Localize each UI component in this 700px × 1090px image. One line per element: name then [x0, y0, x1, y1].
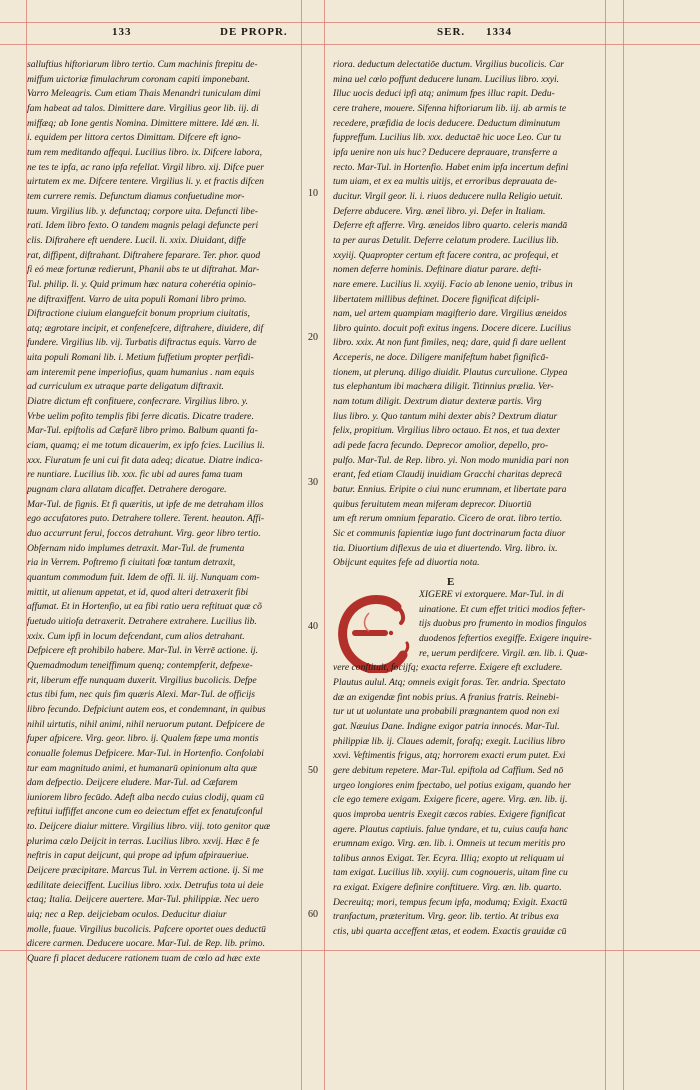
- text-line: ad curriculum ex utraque parte deligatum diftraxit.: [27, 381, 224, 393]
- text-line: quibus feruitutem mean miferam deprecor. Diuortiū: [333, 498, 532, 510]
- text-line: libro. xxix. At non funt fimiles, neq; dare, quid fi dare uellent: [333, 337, 566, 349]
- text-line: fam habeat ad talos. Dimittere dare. Virgilius geor lib. iij. di: [27, 102, 259, 114]
- text-line: Varro Meleagris. Cum etiam Thais Menandri tuniculam dimi: [27, 88, 261, 100]
- text-line: Diftractione ciuium elanguefcit bonum proprium ciuitatis,: [27, 308, 250, 320]
- text-line: cere trahere, mouere. Sifenna hiftoriarum lib. iij. ab armis te: [333, 102, 567, 114]
- text-line: erant, fed etiam Claudij inuidiam Gracchi charitas deprecā: [333, 469, 562, 481]
- text-line: miffæq; ab Ione gentis Nomina. Dimittere mittere. Idé æn. li.: [27, 117, 260, 129]
- text-line: tuum. Virgilius lib. y. defunctaq; corpore uita. Defuncti libe-: [27, 205, 258, 217]
- text-line: to. Deijcere diaiur mittere. Virgilius libro. viij. toto genitor quæ: [27, 821, 271, 833]
- text-line: tum rem meditando affequi. Lucilius libro. ix. Difcere labora,: [27, 146, 263, 158]
- text-line: miffum uictoriæ fimulachrum coronam capiti imponebant.: [27, 73, 250, 85]
- text-line: dæ an exigendæ fint nobis prius. A franius fratris. Reinebi-: [333, 691, 559, 703]
- text-line: conualle folemus Defpicere. Mar-Tul. in Hortenfio. Confolabi: [27, 747, 264, 759]
- text-line: Illuc uocis deduci ipfi atq; animum fpes illuc rapit. Dedu-: [333, 88, 555, 100]
- text-line: duodenos feftertios exegiffe. Exigere inquire-: [419, 632, 592, 644]
- text-line: nam totum diligit. Dextrum diatur dexteræ partis. Virg: [333, 396, 542, 408]
- text-line: rit, liberum effe nunquam duxerit. Virgilius bucolicis. Defpe: [27, 674, 257, 686]
- text-line: urgeo longiores enim fpectabo, uel potius exigam, quando her: [333, 779, 572, 791]
- text-line: adi pede facra fecundo. Deprecor amolior, depello, pro-: [333, 440, 549, 452]
- text-line: tem currere remis. Defunctum diamus confuetudine mor-: [27, 190, 245, 202]
- text-line: Obijcunt equites fefe ad diuortia nota.: [333, 557, 480, 569]
- text-line: libro quinto. docuit poft exitus ingens. Docere dicere. Lucilius: [333, 322, 571, 334]
- text-line: Acceperis, ne doce. Diligere manifeftum habet fignificā-: [333, 352, 549, 364]
- text-line: Deferre eft afferre. Virg. æneidos libro quarto. celeris mandā: [333, 220, 568, 232]
- section-letter: E: [447, 576, 455, 588]
- text-line: fuper afpicere. Virg. geor. libro. ij. Qualem fæpe uma montis: [27, 733, 259, 745]
- right-column-e-section: [333, 588, 603, 940]
- column-rule-right: [324, 0, 325, 1090]
- text-line: xxix. Cum ipfi in locum defcendant, cum alios detrahant.: [27, 630, 245, 642]
- text-line: gat. Næuius Dane. Indigne exigor patria innocés. Mar-Tul.: [333, 720, 560, 732]
- margin-rule-right-inner: [605, 0, 606, 1090]
- text-line: ego accufatores puto. Detrahere tollere. Terent. heauton. Affi-: [27, 513, 265, 525]
- text-line: tam exigat. Lucilius lib. xxyiij. cum cognoueris, uitam fine cu: [333, 867, 568, 879]
- text-line: ipfa uenire non uis huc? Deducere deprauare, transferre a: [333, 146, 558, 158]
- text-line: xxx. Fiuratum fe uni cui fit data adeq; dicatue. Diatre indica-: [27, 454, 263, 466]
- text-line: ædilitate deieciffent. Lucilius libro. xxix. Detrufus tota ui deie: [27, 879, 264, 891]
- margin-rule-right-outer: [623, 0, 624, 1090]
- text-line: Vrbe uelim pofito templis fibi ferre dicatis. Dicatre tradere.: [27, 410, 254, 422]
- text-line: XIGERE vi extorquere. Mar-Tul. in di: [419, 589, 564, 600]
- text-line: Mar-Tul. de fignis. Et fi quæritis, ut ipfe de me detraham illos: [27, 498, 264, 510]
- text-line: pugnam clara allatam dicaffet. Detrahere derogare.: [27, 484, 227, 496]
- text-line: uita populi Romani lib. i. Metium fuffetium propter perfidi-: [27, 352, 254, 364]
- text-line: fuetudo uitiofa detraxerit. Detrahere extrahere. Lucilius lib.: [27, 615, 257, 627]
- text-line: recto. Mar-Tul. in Hortenfio. Habet enim ipfa incertum defini: [333, 161, 569, 173]
- text-line: talibus annos Exigat. Ter. Ecyra. Illiq; exopto ut reliquam ui: [333, 852, 565, 864]
- text-line: nare emere. Lucilius li. xxyiij. Facio ab lenone uenio, tribus in: [333, 278, 573, 290]
- line-number: 30: [308, 477, 318, 488]
- text-line: uiq; nec a Rep. deijciebam oculos. Deducitur diaiur: [27, 909, 227, 921]
- text-line: nam, uel artem quampiam magifterio dare. Virgilius æneidos: [333, 308, 567, 320]
- text-line: salluftius hiftoriarum libro tertio. Cum machinis ftrepitu de-: [27, 59, 258, 70]
- line-number: 60: [308, 909, 318, 920]
- text-line: felix, propitium. Virgilius libro octauo. Et nos, et tua dexter: [333, 425, 561, 437]
- text-line: am interemit pene imperiofius, quam humanius . nam equis: [27, 366, 255, 378]
- top-rule-2: [0, 44, 700, 45]
- text-line: re nuntiare. Lucilius lib. xxx. fic ubi ad aures fama tuam: [27, 469, 243, 481]
- top-rule-1: [0, 22, 700, 23]
- text-line: ducitur. Virgil geor. li. i. riuos deducere nulla Religio uetuit.: [333, 190, 563, 202]
- text-line: affumat. Et in Hortenfio, ut ea fibi ratio uera reftituat quæ cõ: [27, 601, 262, 613]
- line-number: 10: [308, 188, 318, 199]
- text-line: neftris in caput deijcunt, qui prope ad ipfum afpiraueriue.: [27, 850, 249, 862]
- running-title-right: SER.: [437, 26, 466, 38]
- text-line: nomen deferre hominis. Deftinare diatur parare. defti-: [333, 264, 542, 276]
- text-line: tranfactum, præteritum. Virg. geor. lib. tertio. At tribus exa: [333, 911, 559, 923]
- text-line: recedere, præfidia de locis deducere. Deductum diminutum: [333, 117, 560, 129]
- text-line: Mar-Tul. epiftolis ad Cæfarē libro primo. Balbum quanti fa-: [27, 425, 258, 437]
- text-line: um eft rerum omnium feparatio. Cicero de orat. libro tertio.: [333, 513, 563, 525]
- text-line: batur. Ennius. Eripite o ciui nunc erumnam, et libertate para: [333, 484, 567, 496]
- text-line: ria in Verrem. Poftremo fi ciuitati foæ tantum detraxit,: [27, 557, 236, 569]
- text-line: clis. Diftrahere eft uendere. Lucil. li. xxix. Diuidant, diffe: [27, 234, 246, 246]
- text-line: Plautus aulul. Atq; omneis exigit foras. Ter. andria. Spectato: [333, 676, 566, 688]
- text-line: lius libro. y. Quo tantum mihi dexter abis? Dextrum diatur: [333, 410, 558, 422]
- text-line: mittit, ut alienum appetat, et id, quod alteri detraxerit fibi: [27, 586, 249, 598]
- text-line: mina uel cœlo poffunt deducere lunam. Lucilius libro. xxyi.: [333, 73, 560, 85]
- text-line: ctus tibi fum, nec quis fim quæris Alexi. Mar-Tul. de officijs: [27, 689, 256, 701]
- text-line: Defpicere eft prohibilo habere. Mar-Tul. in Verrē actione. ij.: [27, 645, 259, 657]
- text-line: vere conftituit, focijfq; exacta referre. Exigere eft excludere.: [333, 662, 563, 674]
- text-line: uirtutem ex me. Difcere tentere. Virgilius li. y. et fractis difcen: [27, 176, 264, 188]
- text-line: i. equidem per littora certos Dimittam. Difcere eft igno-: [27, 132, 241, 144]
- text-line: philippiæ lib. ij. Claues ademit, forafq; exegit. Lucilius libro: [333, 735, 566, 747]
- text-line: Quare fi placet deducere rationem tuam de cœlo ad hæc exte: [27, 953, 261, 965]
- text-line: rati. Idem libro fexto. O tandem magnis pelagi defuncte peri: [27, 220, 259, 232]
- text-line: Quemadmodum teneiffimum quenq; contempferit, defpexe-: [27, 659, 253, 671]
- text-line: rat, diffipent, diftrahant. Diftrahere feparare. Ter. phor. quod: [27, 249, 261, 261]
- text-line: ne tes te ipfa, ac rano ipfa refellat. Virgil libro. xij. Difce puer: [27, 161, 264, 173]
- text-line: uinatione. Et cum effet tritici modios fefter-: [419, 603, 586, 615]
- text-line: atq; ægrotare incipit, et confenefcere, diftrahere, diuidere, dif: [27, 322, 264, 334]
- text-line: Decreuitq; mori, tempus fecum ipfa, modumq; Exigit. Exactū: [333, 896, 568, 908]
- text-line: Deijcere præcipitare. Marcus Tul. in Verrem actione. ij. Si me: [27, 865, 264, 877]
- text-line: iuniorem libro fecūdo. Adeft alba necdo cuius clodij, quam cū: [27, 791, 265, 803]
- text-line: cle ego temere exigam. Exigere ficere, agere. Virg. æn. lib. ij.: [333, 794, 568, 806]
- line-number: 20: [308, 332, 318, 343]
- text-line: tionem, ut plerunq. diligo diuidit. Plautus curculione. Clypea: [333, 366, 568, 378]
- text-line: nihil uirtutis, nihil animi, nihil neruorum putant. Defpicere de: [27, 718, 265, 730]
- text-line: ciam, quamq; ei me totum dicauerim, ex ipfo fcies. Lucilius li.: [27, 440, 265, 452]
- text-line: ctaq; Italia. Deijcere auertere. Mar-Tul. philippiæ. Nec uero: [27, 894, 259, 906]
- column-rule-left: [301, 0, 302, 1090]
- line-number: 50: [308, 765, 318, 776]
- text-line: ra exigat. Exigere definire conftituere. Virg. æn. lib. quarto.: [333, 882, 562, 894]
- page-number-left: 133: [112, 26, 132, 38]
- text-line: fundere. Virgilius lib. vij. Turbatis diftractus equis. Varro de: [27, 337, 257, 349]
- text-line: tum uiam, et ex ea multis uitijs, et erroribus deprauata de-: [333, 176, 558, 188]
- text-line: erumnam exigo. Virg. æn. lib. i. Omneis ut tecum meritis pro: [333, 838, 566, 850]
- text-line: fuppreffum. Lucilius lib. xxx. deductaē hic uoce Leo. Cur tu: [333, 132, 561, 144]
- line-number: 40: [308, 621, 318, 632]
- text-line: dam defpectio. Deijcere eludere. Mar-Tul. ad Cæfarem: [27, 777, 238, 789]
- text-line: re, uerum perdifcere. Virgil. æn. lib. i. Quæ-: [419, 647, 588, 659]
- text-line: tur eam magnitudo animi, et humanarū opinionum alta quæ: [27, 762, 257, 774]
- text-line: duo accurrunt ferui, foccos detrahunt. Virg. geor libro tertio.: [27, 528, 261, 539]
- text-line: pulfo. Mar-Tul. de Rep. libro. yi. Non modo munidia pari non: [333, 454, 569, 466]
- text-line: libertatem millibus deftinet. Docere fignificat difcipli-: [333, 293, 540, 305]
- text-line: quantum commodum fuit. Idem de offi. li. iij. Nunquam com-: [27, 571, 260, 583]
- text-line: quos improba uentris Exegit cæcos rabies. Exigere fignificat: [333, 808, 566, 820]
- text-line: Sic et communis fapientiæ iugo funt doctrinarum facta diuor: [333, 528, 566, 539]
- text-line: gere debitum repetere. Mar-Tul. epiftola ad Caffium. Sed nō: [333, 764, 564, 776]
- text-line: libro fecundo. Defpiciunt autem eos, et condemnant, in quibus: [27, 703, 266, 715]
- text-line: Deferre abducere. Virg. æneï libro. yi. Defer in Italiam.: [333, 205, 546, 217]
- text-line: agere. Plautus captiuis. falue tyndare, et tu, cuius caufa hanc: [333, 823, 569, 835]
- text-line: reftitui iuffiffet ancone cum eo deiectum effet ex fenatufconful: [27, 806, 263, 818]
- text-line: xxvi. Veftimentis frigus, atq; horrorem exacti erum putet. Exi: [333, 750, 566, 762]
- text-line: Diatre dictum eft confituere, confecrare. Virgilius libro. y.: [27, 396, 249, 408]
- text-line: tur ut ut uoluntate una probabili prægnantem quod non exi: [333, 706, 560, 718]
- text-line: Obfernam nido implumes detraxit. Mar-Tul. de frumenta: [27, 542, 245, 554]
- text-line: tijs duobus pro frumento in modios fingulos: [419, 618, 587, 630]
- text-line: Tul. philip. li. y. Quid primum hæc natura coherétia opinio-: [27, 278, 256, 290]
- text-line: ta per auras Detulit. Deferre celatum prodere. Lucilius lib.: [333, 234, 559, 246]
- text-line: molle, fuaue. Virgilius bucolicis. Pafcere oportet oues deductū: [27, 923, 266, 935]
- left-column-text: [27, 58, 299, 967]
- text-line: fi eó meæ fortunæ redierunt, Phanii abs te ut diftrahat. Mar-: [27, 264, 260, 276]
- text-line: xxyiij. Quapropter certum eft facere contra, ac profequi, et: [333, 249, 559, 261]
- page-number-right: 1334: [486, 26, 512, 38]
- text-line: tia. Diuortium diflexus de uia et diuertendo. Virg. libro. ix.: [333, 542, 558, 554]
- running-title-left: DE PROPR.: [220, 26, 288, 38]
- text-line: ne diftraxiffent. Varro de uita populi Romani libro primo.: [27, 293, 247, 305]
- right-column-text: [333, 58, 603, 571]
- text-line: tus elephantum ibi machæra diligit. Titinnius prælia. Ver-: [333, 381, 554, 393]
- text-line: riora. deductum delectatiōe ductum. Virgilius bucolicis. Car: [333, 59, 565, 70]
- text-line: plurima cælo Deijcit in terras. Lucilius libro. xxvij. Hæc ē fe: [27, 835, 260, 847]
- text-line: dicere carmen. Deducere uocare. Mar-Tul. de Rep. lib. primo.: [27, 938, 265, 950]
- text-line: ctis, ubi quarta acceffent ætas, et eodem. Exactis grauidæ cū: [333, 926, 567, 938]
